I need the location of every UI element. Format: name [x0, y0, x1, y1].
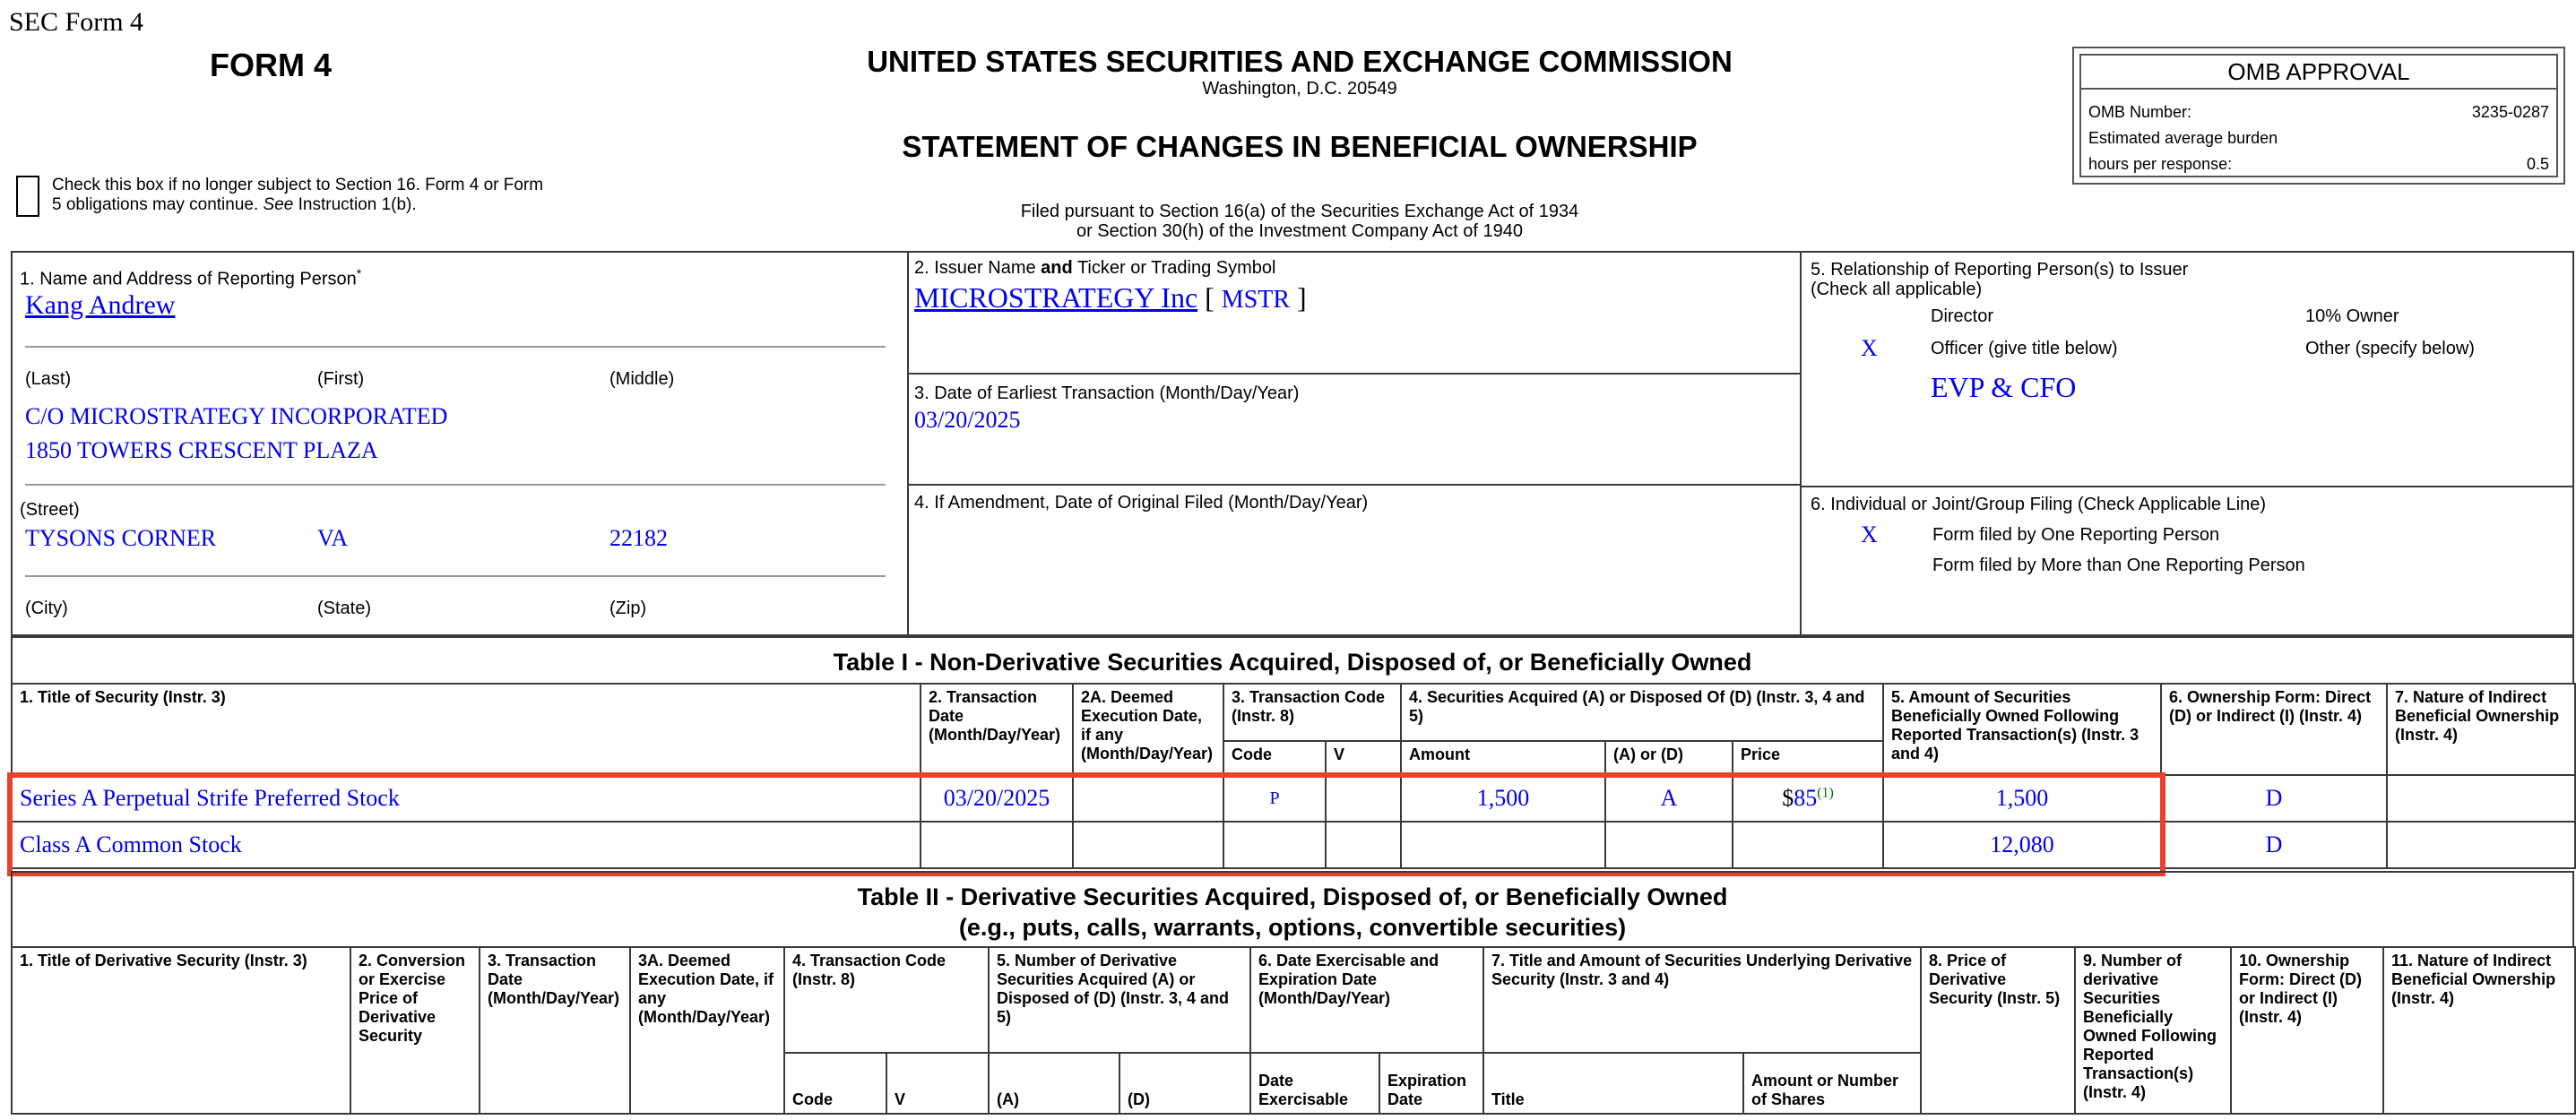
box6-label: 6. Individual or Joint/Group Filing (Check Applicable Line): [1811, 495, 2267, 514]
nature-ownership: [2387, 775, 2575, 822]
t1-h-title: 1. Title of Security (Instr. 3): [12, 684, 921, 775]
t2-h-nature: 11. Nature of Indirect Beneficial Ownership (Instr. 4): [2383, 947, 2575, 1114]
t1-sub-ad: (A) or (D): [1605, 741, 1733, 775]
box5-label: 5. Relationship of Reporting Person(s) to Issuer (Check all applicable): [1811, 260, 2189, 299]
ownership-form: D: [2161, 775, 2387, 822]
omb-number-label: OMB Number:: [2088, 103, 2192, 121]
t2-h-title: 1. Title of Derivative Security (Instr. 3): [12, 947, 350, 1114]
filing-one-option: Form filed by One Reporting Person: [1932, 525, 2220, 545]
t2-sub-amount: Amount or Number of Shares: [1743, 1053, 1921, 1114]
t2-sub-expiration: Expiration Date: [1379, 1053, 1483, 1114]
box4-amendment: [907, 484, 1802, 634]
t2-h-deemed: 3A. Deemed Execution Date, if any (Month/Day/Year): [630, 947, 784, 1114]
transaction-date: 03/20/2025: [921, 775, 1073, 822]
street-label: (Street): [20, 500, 80, 520]
section16-checkbox[interactable]: [16, 176, 39, 217]
box2-issuer: [907, 253, 1802, 375]
omb-burden-label: Estimated average burden: [2088, 129, 2278, 147]
t2-h-date: 3. Transaction Date (Month/Day/Year): [480, 947, 630, 1114]
box6-filing: [1802, 486, 2574, 634]
footnote-ref[interactable]: (1): [1817, 785, 1834, 801]
city-label: (City): [25, 599, 68, 618]
ticker-symbol: MSTR: [1221, 286, 1291, 314]
box1-reporting-person: [13, 253, 909, 634]
omb-hours-value: 0.5: [2526, 155, 2549, 173]
amount-owned: 1,500: [1883, 775, 2161, 822]
zip-label: (Zip): [609, 599, 647, 618]
amount: 1,500: [1401, 775, 1605, 822]
issuer-line: MICROSTRATEGY Inc [ MSTR ]: [914, 281, 1307, 314]
omb-title: OMB APPROVAL: [2081, 56, 2556, 90]
highlight-rectangle: [7, 772, 2165, 876]
t2-sub-code: Code: [784, 1053, 886, 1114]
zip-value: 22182: [609, 525, 668, 551]
middle-label: (Middle): [609, 369, 675, 389]
box3-label: 3. Date of Earliest Transaction (Month/Day/Year): [914, 383, 1300, 403]
acquired-disposed: A: [1605, 775, 1733, 822]
omb-hours-label: hours per response:: [2088, 155, 2233, 173]
table1-title: Table I - Non-Derivative Securities Acquired, Disposed of, or Beneficially Owned: [11, 636, 2574, 685]
reporting-person-name[interactable]: Kang Andrew: [25, 290, 176, 320]
t2-h-owned: 9. Number of derivative Securities Beneficially Owned Following Reported Transaction(s) (Instr. 4): [2075, 947, 2231, 1114]
city-divider: [25, 575, 886, 577]
form-title: FORM 4: [210, 47, 333, 83]
officer-option: Officer (give title below): [1931, 339, 2118, 358]
commission-header: [807, 45, 1793, 164]
name-divider: [25, 346, 886, 348]
commission-name: UNITED STATES SECURITIES AND EXCHANGE COMMISSION: [867, 45, 1733, 78]
t1-h-form: 6. Ownership Form: Direct (D) or Indirect (I) (Instr. 4): [2161, 684, 2387, 775]
address-divider: [25, 484, 886, 486]
t2-sub-exercisable: Date Exercisable: [1250, 1053, 1379, 1114]
t2-h-code: 4. Transaction Code (Instr. 8): [784, 947, 989, 1053]
box2-label: 2. Issuer Name and Ticker or Trading Symbol: [914, 258, 1276, 278]
issuer-name-link[interactable]: MICROSTRATEGY Inc: [914, 281, 1198, 314]
omb-number-value: 3235-0287: [2471, 103, 2549, 121]
t1-h-date: 2. Transaction Date (Month/Day/Year): [921, 684, 1073, 775]
statement-title: STATEMENT OF CHANGES IN BENEFICIAL OWNERSHIP: [902, 130, 1698, 163]
table2-title: Table II - Derivative Securities Acquired, Disposed of, or Beneficially Owned (e.g., puts, calls, warrants, options, convertible securities): [11, 871, 2574, 948]
box3-earliest-date: [907, 373, 1802, 486]
t1-sub-amount: Amount: [1401, 741, 1605, 775]
t1-h-nature: 7. Nature of Indirect Beneficial Ownership (Instr. 4): [2387, 684, 2575, 775]
t2-h-form: 10. Ownership Form: Direct (D) or Indirect (I) (Instr. 4): [2231, 947, 2383, 1114]
state-value: VA: [317, 525, 349, 551]
box4-label: 4. If Amendment, Date of Original Filed (Month/Day/Year): [914, 493, 1369, 513]
t1-sub-price: Price: [1733, 741, 1883, 775]
sec-form-label: SEC Form 4: [9, 7, 144, 37]
last-label: (Last): [25, 369, 72, 389]
t2-h-conversion: 2. Conversion or Exercise Price of Derivative Security: [350, 947, 480, 1114]
transaction-code: P: [1223, 775, 1326, 822]
price: $85$^{(1)}$: [1733, 775, 1883, 822]
amount-owned: 12,080: [1883, 822, 2161, 868]
t1-h-owned: 5. Amount of Securities Beneficially Owned Following Reported Transaction(s) (Instr. 3 and 4): [1883, 684, 2161, 775]
t1-h-acquired: 4. Securities Acquired (A) or Disposed Of (D) (Instr. 3, 4 and 5): [1401, 684, 1883, 741]
filed-pursuant: Filed pursuant to Section 16(a) of the Securities Exchange Act of 1934 or Section 30(h) of the Investment Company Act of 1940: [1020, 202, 1579, 241]
director-option: Director: [1931, 306, 1994, 326]
t1-h-deemed: 2A. Deemed Execution Date, if any (Month/Day/Year): [1073, 684, 1223, 775]
officer-checkmark: X: [1861, 335, 1878, 361]
section16-checkbox-label: Check this box if no longer subject to Section 16. Form 4 or Form 5 obligations may continue. See Instruction 1(b).: [52, 176, 544, 214]
security-title: Series A Perpetual Strife Preferred Stock: [12, 775, 921, 822]
t1-sub-v: V: [1326, 741, 1401, 775]
filing-checkmark: X: [1861, 521, 1878, 547]
t2-h-underlying: 7. Title and Amount of Securities Underlying Derivative Security (Instr. 3 and 4): [1483, 947, 1921, 1053]
address-lines: C/O MICROSTRATEGY INCORPORATED 1850 TOWERS CRESCENT PLAZA: [25, 403, 448, 463]
t2-sub-title: Title: [1483, 1053, 1743, 1114]
first-label: (First): [317, 369, 365, 389]
t2-sub-d: (D): [1119, 1053, 1250, 1114]
other-option: Other (specify below): [2305, 339, 2475, 358]
filing-more-option: Form filed by More than One Reporting Person: [1932, 556, 2305, 575]
commission-city: Washington, D.C. 20549: [1202, 79, 1397, 99]
omb-approval-box: [2072, 47, 2565, 185]
earliest-date-value: 03/20/2025: [914, 407, 1021, 433]
table2: [11, 946, 2576, 1115]
city-value: TYSONS CORNER: [25, 525, 217, 551]
t2-sub-a: (A): [989, 1053, 1119, 1114]
nature-ownership: [2387, 822, 2575, 868]
state-label: (State): [317, 599, 372, 618]
t1-h-code: 3. Transaction Code (Instr. 8): [1223, 684, 1401, 741]
t2-h-price: 8. Price of Derivative Security (Instr. 5): [1921, 947, 2075, 1114]
t2-h-exercisable: 6. Date Exercisable and Expiration Date (Month/Day/Year): [1250, 947, 1483, 1053]
ownership-form: D: [2161, 822, 2387, 868]
security-title: Class A Common Stock: [12, 822, 921, 868]
box1-label: 1. Name and Address of Reporting Person*: [20, 266, 362, 289]
t2-sub-v: V: [886, 1053, 989, 1114]
box5-relationship: [1802, 253, 2574, 487]
officer-title: EVP & CFO: [1931, 371, 2077, 403]
t1-sub-code: Code: [1223, 741, 1326, 775]
owner10-option: 10% Owner: [2305, 306, 2399, 326]
t2-h-number: 5. Number of Derivative Securities Acquired (A) or Disposed of (D) (Instr. 3, 4 and 5): [989, 947, 1250, 1053]
